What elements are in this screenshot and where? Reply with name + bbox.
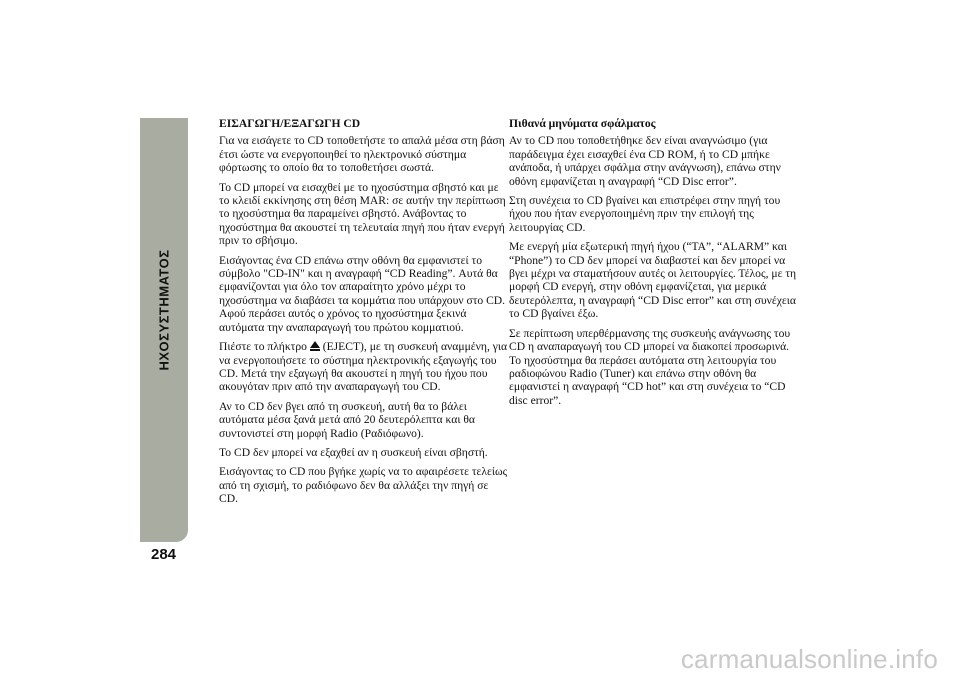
paragraph: Εισάγοντας το CD που βγήκε χωρίς να το αφαιρέσετε τελείως από τη σχισμή, το ραδιόφωνο δεν θα αλλάξει την πηγή σε CD. [219,465,508,506]
paragraph: Εισάγοντας ένα CD επάνω στην οθόνη θα εμφανιστεί το σύμβολο "CD-IN" και η αναγραφή “CD Reading”. Αυτά θα εμφανίζονται για όλο τον απαραίτητο χρόνο μέχρι το ηχοσύστημα να διαβάσει τα κομμάτια που υπάρχουν στο CD. Αφού περάσει αυτός ο χρόνος το ηχοσύστημα ξεκινά αυτόματα την αναπαραγωγή του πρώτου κομματιού. [219,253,506,334]
paragraph: Αν το CD δεν βγει από τη συσκευή, αυτή θα το βάλει αυτόματα μέσα ξανά μετά από 20 δευτερόλεπτα και θα συντονιστεί στη μορφή Radio (Ραδιόφωνο). [219,399,475,440]
eject-paragraph [219,340,509,394]
paragraph: Για να εισάγετε το CD τοποθετήστε το απαλά μέσα στη βάση έτσι ώστε να ενεργοποιηθεί το ηλεκτρονικό σύστημα φόρτωσης το οποίο θα το τοποθετήσει σωστά. [219,134,505,175]
eject-text-before: Πιέστε το πλήκτρο [219,340,310,354]
paragraph: Με ενεργή μία εξωτερική πηγή ήχου (“TA”, “ALARM” και “Phone”) το CD δεν μπορεί να διαβαστεί και δεν μπορεί να βγει μέχρι να σταματήσουν αυτές οι λειτουργίες. Τέλος, με τη μορφή CD ενεργή, στην οθόνη εμφανίζεται, για μερικά δευτερόλεπτα, η αναγραφή “CD Disc error” και στη συνέχεια το CD βγαίνει έξω. [509,240,797,321]
left-column [219,117,509,512]
right-column [509,117,799,413]
paragraph: Το CD μπορεί να εισαχθεί με το ηχοσύστημα σβηστό και με το κλειδί εκκίνησης στη θέση MAR: σε αυτήν την περίπτωση το ηχοσύστημα θα παραμείνει σβηστό. Ανάβοντας το ηχοσύστημα θα ακουστεί τη τελευταία πηγή που ήταν ενεργή πριν το σβήσιμο. [219,180,506,248]
paragraph: Αν το CD που τοποθετήθηκε δεν είναι αναγνώσιμο (για παράδειγμα έχει εισαχθεί ένα CD ROM, ή το CD μπήκε ανάποδα, ή υπάρχει σφάλμα στην ανάγνωση), επάνω στην οθόνη εμφανίζεται η αναγραφή “CD Disc error”. [509,134,781,188]
eject-text-after: (EJECT), με τη συσκευή αναμμένη, για να ενεργοποιήσετε το σύστημα ηλεκτρονικής εξαγωγής του CD. Μετά την εξαγωγή θα ακουστεί η πηγή του ήχου που ακουγόταν πριν από την αναπαραγωγή του CD. [219,340,508,394]
section-heading: Πιθανά μηνύματα σφάλματος [509,117,656,130]
page-number: 284 [151,546,177,563]
paragraph: Σε περίπτωση υπερθέρμανσης της συσκευής ανάγνωσης του CD η αναπαραγωγή του CD μπορεί να διακοπεί προσωρινά. Το ηχοσύστημα θα περάσει αυτόματα στη λειτουργία του ραδιοφώνου Radio (Tuner) και επάνω στην οθόνη θα εμφανιστεί η αναγραφή “CD hot” και στη συνέχεια το “CD disc error”. [509,326,791,407]
paragraph: Στη συνέχεια το CD βγαίνει και επιστρέφει στην πηγή του ήχου που ήταν ενεργοποιημένη πριν την επιλογή της λειτουργίας CD. [509,194,781,234]
eject-icon [310,341,320,351]
watermark: carmanualsonline.info [680,644,938,674]
paragraph: Το CD δεν μπορεί να εξαχθεί αν η συσκευή είναι σβηστή. [219,445,488,459]
section-title-text: ΗΧΟΣΥΣΤΗΜΑΤΟΣ [156,249,172,371]
section-heading: ΕΙΣΑΓΩΓΗ/ΕΞΑΓΩΓΗ CD [219,117,361,130]
